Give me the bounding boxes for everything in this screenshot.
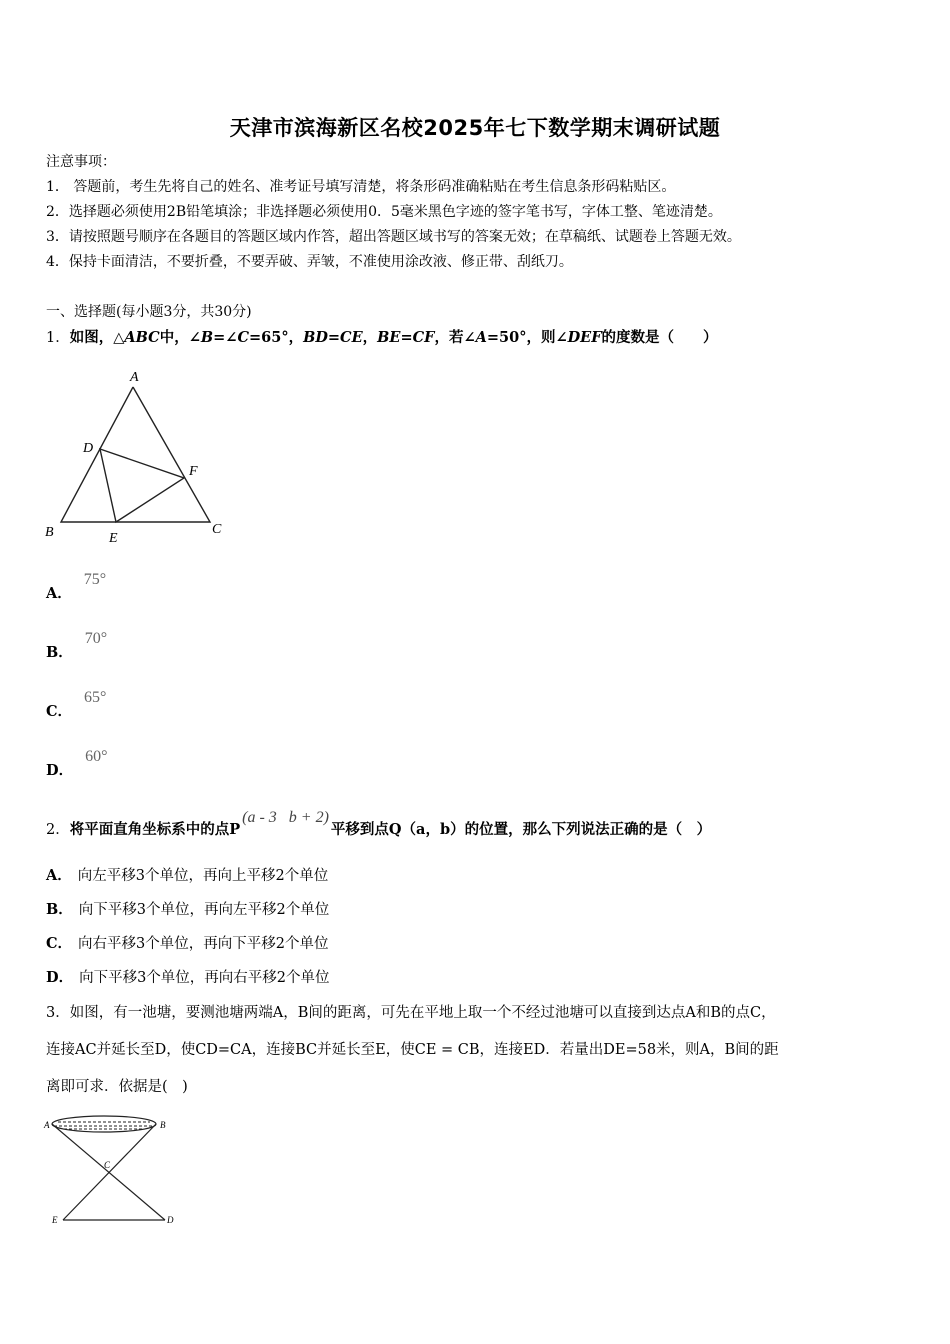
triangle-def: [100, 449, 184, 522]
option-d[interactable]: D．60°: [46, 748, 108, 779]
pond-ellipse: [52, 1116, 156, 1132]
option-value: 75°: [83, 571, 107, 588]
note-item: 1． 答题前，考生先将自己的姓名、准考证号填写清楚，将条形码准确粘贴在考生信息条形码粘贴区。: [46, 179, 676, 195]
label-e: E: [52, 1215, 58, 1225]
question-number: 1．: [46, 330, 70, 346]
label-c: C: [212, 522, 222, 537]
label-d: D: [167, 1215, 174, 1225]
option-b[interactable]: B．70°: [46, 630, 108, 661]
question-number: 2．: [46, 822, 70, 838]
note-item: 4．保持卡面清洁，不要折叠，不要弄破、弄皱，不准使用涂改液、修正带、刮纸刀。: [46, 254, 573, 270]
notes-heading: 注意事项：: [46, 154, 116, 170]
q2-option-c[interactable]: C． 向右平移3个单位，再向下平移2个单位: [46, 935, 329, 952]
label-a: A: [130, 370, 139, 385]
label-c: C: [104, 1160, 111, 1170]
label-b: B: [45, 525, 54, 540]
label-d: D: [83, 441, 94, 456]
page-title: 天津市滨海新区名校2025年七下数学期末调研试题: [229, 116, 721, 140]
note-item: 2．选择题必须使用2B铅笔填涂；非选择题必须使用0．5毫米黑色字迹的签字笔书写，字体工整、笔迹清楚。: [46, 204, 722, 220]
question-1: 1．如图，△ABC中，∠B=∠C=65°，BD=CE，BE=CF，若∠A=50°，则∠DEF的度数是（ ）: [46, 329, 718, 346]
label-e: E: [109, 531, 118, 546]
segment-be: [63, 1124, 156, 1220]
point-coordinates: (a - 3 b + 2): [242, 809, 329, 826]
label-a: A: [44, 1120, 50, 1130]
section-heading: 一、选择题(每小题3分，共30分): [46, 304, 252, 320]
question-3-line: 3．如图，有一池塘，要测池塘两端A，B间的距离，可先在平地上取一个不经过池塘可以直接到达点A和B的点C，: [46, 1005, 776, 1021]
segment-ad: [52, 1124, 165, 1220]
question-2: 2．将平面直角坐标系中的点P(a - 3 b + 2)平移到点Q（a，b）的位置，那么下列说法正确的是（ ）: [46, 809, 712, 838]
q2-option-b[interactable]: B． 向下平移3个单位，再向左平移2个单位: [46, 901, 330, 918]
question-3-line: 连接AC并延长至D，使CD=CA，连接BC并延长至E，使CE = CB，连接ED．若量出DE=58米，则A，B间的距: [46, 1042, 779, 1058]
note-item: 3．请按照题号顺序在各题目的答题区域内作答，超出答题区域书写的答案无效；在草稿纸、试题卷上答题无效。: [46, 229, 741, 245]
option-a[interactable]: A．75°: [46, 571, 107, 602]
option-value: 70°: [84, 630, 108, 647]
question-3-line: 离即可求．依据是( ): [46, 1079, 188, 1095]
triangle-figure: [40, 362, 240, 552]
pond-figure: [40, 1112, 190, 1232]
option-value: 65°: [84, 689, 107, 706]
option-value: 60°: [85, 748, 108, 765]
label-f: F: [189, 464, 198, 479]
option-c[interactable]: C．65°: [46, 689, 107, 720]
q2-option-d[interactable]: D． 向下平移3个单位，再向右平移2个单位: [46, 969, 330, 986]
label-b: B: [160, 1120, 166, 1130]
q2-option-a[interactable]: A． 向左平移3个单位，再向上平移2个单位: [46, 867, 329, 884]
